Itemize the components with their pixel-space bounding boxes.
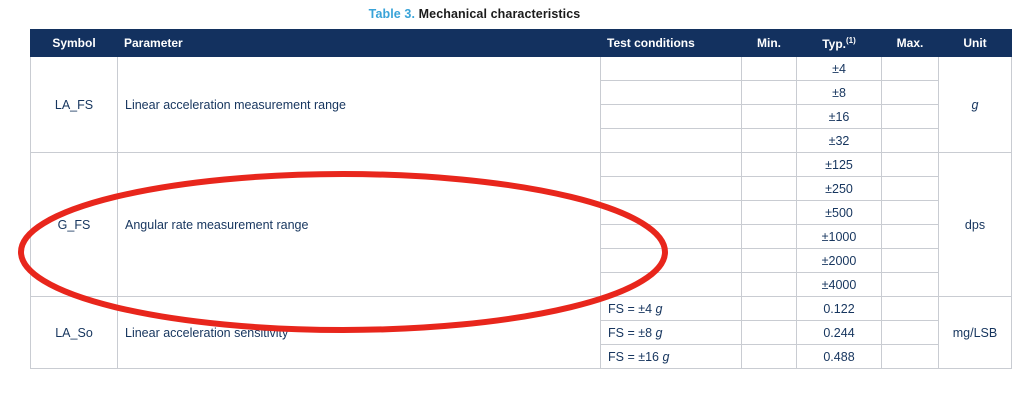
header-typ xyxy=(797,30,882,57)
caption-text: Mechanical characteristics xyxy=(418,7,581,21)
cell-min xyxy=(742,81,797,105)
cell-max xyxy=(882,345,939,369)
table-body xyxy=(31,57,1012,369)
cell-min xyxy=(742,105,797,129)
cell-test-condition: FS = ±4 g xyxy=(601,297,742,321)
cell-symbol: LA_So xyxy=(31,297,118,369)
cell-typ: ±8 xyxy=(797,81,882,105)
cell-min xyxy=(742,129,797,153)
cell-max xyxy=(882,321,939,345)
cell-max xyxy=(882,225,939,249)
cell-typ: 0.244 xyxy=(797,321,882,345)
cell-max xyxy=(882,249,939,273)
cell-max xyxy=(882,297,939,321)
cell-unit: g xyxy=(939,57,1012,153)
cell-test-condition xyxy=(601,57,742,81)
cell-min xyxy=(742,249,797,273)
header-typ-text: Typ. xyxy=(822,36,846,51)
cell-test-condition: FS = ±16 g xyxy=(601,345,742,369)
cell-symbol: LA_FS xyxy=(31,57,118,153)
cell-parameter: Angular rate measurement range xyxy=(118,153,601,297)
cell-typ: ±500 xyxy=(797,201,882,225)
cell-unit: dps xyxy=(939,153,1012,297)
table-row xyxy=(31,57,1012,81)
header-unit: Unit xyxy=(939,30,1012,57)
cell-min xyxy=(742,297,797,321)
cell-max xyxy=(882,201,939,225)
table-header-row xyxy=(31,30,1012,57)
cell-test-condition xyxy=(601,249,742,273)
cell-typ: 0.122 xyxy=(797,297,882,321)
cell-symbol: G_FS xyxy=(31,153,118,297)
cell-test-condition xyxy=(601,153,742,177)
cell-max xyxy=(882,105,939,129)
header-test-conditions: Test conditions xyxy=(601,30,742,57)
header-max: Max. xyxy=(882,30,939,57)
cell-min xyxy=(742,321,797,345)
cell-min xyxy=(742,201,797,225)
cell-test-condition xyxy=(601,129,742,153)
cell-max xyxy=(882,81,939,105)
header-symbol: Symbol xyxy=(31,30,118,57)
header-typ-footnote: (1) xyxy=(846,35,856,45)
cell-typ: ±16 xyxy=(797,105,882,129)
cell-typ: ±4000 xyxy=(797,273,882,297)
cell-min xyxy=(742,57,797,81)
header-min: Min. xyxy=(742,30,797,57)
cell-max xyxy=(882,177,939,201)
cell-min xyxy=(742,345,797,369)
cell-typ: ±1000 xyxy=(797,225,882,249)
cell-max xyxy=(882,129,939,153)
cell-typ: ±2000 xyxy=(797,249,882,273)
cell-test-condition xyxy=(601,225,742,249)
mechanical-characteristics-table xyxy=(30,29,1012,369)
cell-typ: ±32 xyxy=(797,129,882,153)
cell-parameter: Linear acceleration measurement range xyxy=(118,57,601,153)
caption-label: Table 3. xyxy=(368,7,416,21)
cell-typ: ±250 xyxy=(797,177,882,201)
cell-max xyxy=(882,153,939,177)
cell-typ: ±4 xyxy=(797,57,882,81)
cell-min xyxy=(742,177,797,201)
cell-min xyxy=(742,225,797,249)
cell-test-condition xyxy=(601,105,742,129)
cell-test-condition: FS = ±8 g xyxy=(601,321,742,345)
cell-max xyxy=(882,273,939,297)
cell-parameter: Linear acceleration sensitivity xyxy=(118,297,601,369)
cell-test-condition xyxy=(601,81,742,105)
table-caption xyxy=(0,0,949,29)
table-row xyxy=(31,153,1012,177)
table-row xyxy=(31,297,1012,321)
cell-min xyxy=(742,273,797,297)
cell-test-condition xyxy=(601,201,742,225)
cell-typ: 0.488 xyxy=(797,345,882,369)
cell-test-condition xyxy=(601,177,742,201)
cell-min xyxy=(742,153,797,177)
cell-test-condition xyxy=(601,273,742,297)
header-parameter: Parameter xyxy=(118,30,601,57)
cell-unit: mg/LSB xyxy=(939,297,1012,369)
cell-typ: ±125 xyxy=(797,153,882,177)
cell-max xyxy=(882,57,939,81)
